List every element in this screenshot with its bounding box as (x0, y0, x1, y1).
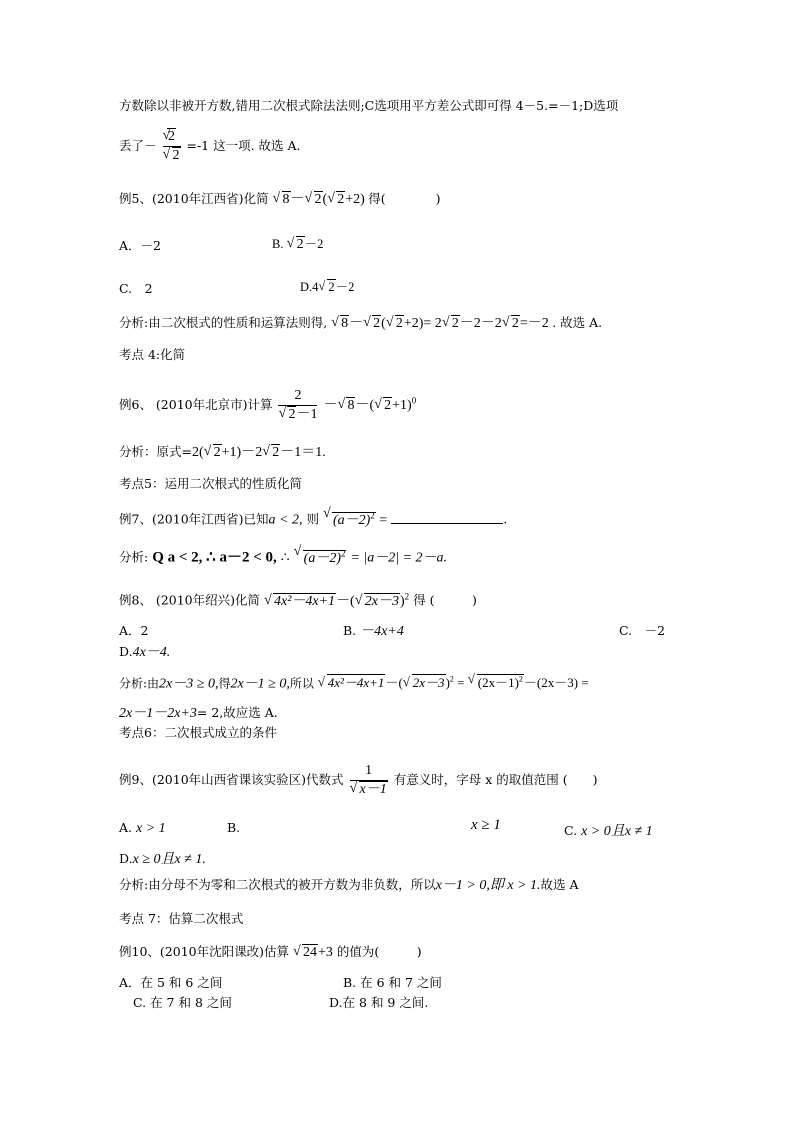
example-9: 例9、(2010年山西省课该实验区)代数式 1 √ x－1 有意义时，字母 x 的取值范围 ( ) (119, 762, 597, 799)
fraction: 1 √ x－1 (350, 762, 388, 799)
example-8: 例8、 (2010年绍兴)化简 √ 4x²－4x+1－(√ 2x－3)$^2$ 得 ( ) (119, 587, 477, 611)
example-10: 例10、(2010年沈阳课改)估算 √ 24+3 的值为( ) (119, 943, 422, 962)
option-b: B. √ 2－2 (272, 234, 323, 253)
analysis-5: 分析:由二次根式的性质和运算法则得, √ 8－√ 2(√ 2+2)= 2√ 2－2－2√ 2=－2 . 故选 A. (119, 314, 602, 333)
fraction: √ 2 √ 2 (163, 128, 181, 165)
example-7: 例7、(2010年江西省)已知a < 2, 则 √ $(a-2)^2$ = . (119, 506, 507, 530)
option-b: B. 在 6 和 7 之间 (343, 975, 442, 990)
section-heading: 考点 7：估算二次根式 (119, 911, 244, 926)
math-expression: √ 8－√ 2(√ 2+2) (273, 192, 369, 207)
analysis-7: 分析: Q a < 2, ∴ a－2 < 0, ∴ √ $(a-2)^2 = |a-2| = 2-a$. (119, 544, 447, 568)
option-b: B. －4x+4 (343, 623, 404, 639)
section-heading: 考点5：运用二次根式的性质化简 (119, 476, 302, 491)
math-expression: 2(√ 2+1)－2√ 2－1＝1. (192, 445, 326, 460)
section-heading: 考点6：二次根式成立的条件 (119, 725, 277, 740)
option-d: D.4√ 2－2 (300, 277, 354, 295)
example-6: 例6、 (2010年北京市)计算 2 √ 2－1 －√ 8－(√ 2+1)$^0$ (119, 387, 416, 424)
option-d: D.在 8 和 9 之间. (329, 995, 429, 1010)
analysis-6: 分析：原式=2(√ 2+1)－2√ 2－1＝1. (119, 443, 326, 462)
math-expression: √ 8－√ 2(√ 2+2)= 2√ 2－2－2√ 2=－2 (331, 316, 552, 331)
analysis-8-cont: 2x－1－2x+3= 2,故应选 A. (119, 705, 278, 721)
paragraph-text: 丢了－ (119, 138, 157, 153)
option-a: A．2 (119, 623, 149, 638)
text-line (119, 97, 618, 115)
option-c: C. x > 0且x ≠ 1 (564, 823, 653, 839)
math-expression: －√ 8－(√ 2+1)$^0$ (323, 398, 416, 413)
analysis-9: 分析:由分母不为零和二次根式的被开方数为非负数，所以x－1 > 0,即 x > 1.故选 A (119, 877, 579, 893)
math-expression: √ 4x²－4x+1－(√ 2x－3)$^2$ = √ $(2x-1)^2-(2x-3)$ = (318, 675, 589, 690)
paragraph-text: 方数除以非被开方数,错用二次根式除法法则;C选项用平方差公式即可得 4－5.=－1;D选项 (119, 98, 619, 113)
math-expression: √ 24+3 (293, 945, 333, 960)
option-a: A．在 5 和 6 之间 (119, 975, 223, 990)
math-expression: √ $(a-2)^2$ = (323, 513, 387, 528)
paragraph-text: =-1 这一项. 故选 A. (186, 138, 301, 153)
fraction: 2 √ 2－1 (278, 387, 317, 424)
text-line (119, 128, 301, 165)
option-d: D.4x－4. (119, 644, 171, 660)
analysis-8: 分析:由2x－3 ≥ 0,得2x－1 ≥ 0,所以 √ 4x²－4x+1－(√ 2x－3)$^2$ = √ $(2x-1)^2-(2x-3)$ = (119, 671, 589, 693)
option-a: A. x > 1 (119, 820, 166, 836)
option-a: A．－2 (119, 238, 161, 253)
math-expression: √ 4x²－4x+1－(√ 2x－3)$^2$ (264, 594, 409, 609)
option-c: C. －2 (619, 623, 666, 638)
section-heading: 考点 4:化简 (119, 347, 186, 362)
example-5: 例5、(2010年江西省)化简 √ 8－√ 2(√ 2+2) 得( ) (119, 190, 441, 209)
option-b-value: x ≥ 1 (471, 817, 501, 833)
math-expression: √ $(a-2)^2$ (294, 551, 347, 566)
answer-blank (391, 511, 503, 524)
option-b: B. (227, 820, 241, 835)
option-d: D.x ≥ 0且x ≠ 1. (119, 851, 206, 867)
option-c: C. 2 (119, 281, 153, 296)
option-c: C. 在 7 和 8 之间 (133, 995, 232, 1010)
